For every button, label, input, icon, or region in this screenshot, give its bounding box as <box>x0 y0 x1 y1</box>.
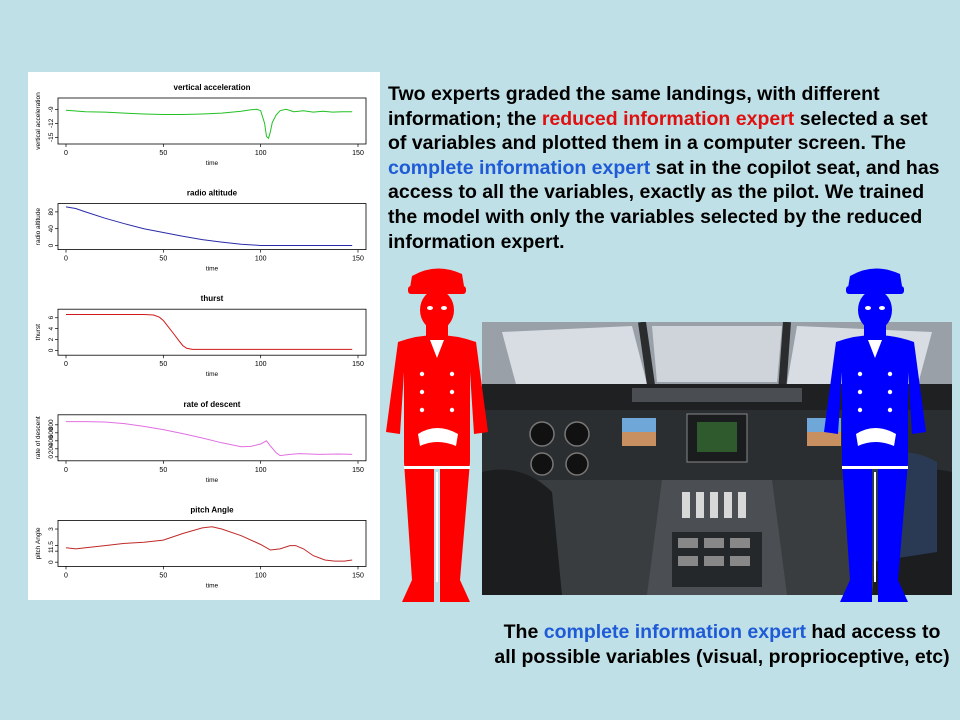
chart-3-xlabel: time <box>205 371 219 379</box>
chart-3-xtick-label: 150 <box>352 361 364 369</box>
chart-2-ytick-label: 40 <box>48 225 55 233</box>
chart-2-ytick-label: 80 <box>48 208 55 216</box>
chart-2-series-line <box>66 207 352 246</box>
chart-2-ylabel: radio altitude <box>35 207 42 246</box>
chart-3-ytick-label: 0 <box>48 348 55 353</box>
red-officer-figure <box>378 262 496 610</box>
chart-4-ytick-label: 600 <box>48 427 55 439</box>
chart-1-ytick-label: -9 <box>48 106 55 113</box>
chart-1-series-line <box>66 109 352 138</box>
chart-1-ylabel: vertical acceleration <box>35 92 42 150</box>
bottom-complete-expert-label: complete information expert <box>543 621 806 643</box>
chart-1-xtick-label: 50 <box>159 150 168 157</box>
chart-3-xtick-label: 0 <box>64 361 68 369</box>
chart-2-title: radio altitude <box>186 188 238 198</box>
charts-panel <box>28 72 380 600</box>
chart-4-ytick-label: 0 <box>48 454 55 459</box>
chart-2-xtick-label: 50 <box>159 255 168 263</box>
chart-4-xtick-label: 100 <box>254 466 267 474</box>
bottom-text-part1: The <box>503 621 544 643</box>
chart-4-series-line <box>66 422 352 456</box>
chart-4-title: rate of descent <box>183 399 241 409</box>
chart-5-ytick-label: 0 <box>48 560 55 565</box>
chart-4-ylabel: rate of descent <box>35 416 42 460</box>
chart-5-ytick-label: 3 <box>48 527 55 531</box>
chart-3-ylabel: thurst <box>35 324 42 341</box>
chart-1-xtick-label: 150 <box>352 150 364 157</box>
chart-5-xlabel: time <box>205 582 219 590</box>
chart-3-frame <box>58 309 366 355</box>
chart-2-xtick-label: 0 <box>64 255 68 263</box>
chart-4-xlabel: time <box>205 476 219 484</box>
chart-2-xtick-label: 100 <box>254 255 267 263</box>
top-text-part2: selected a set of variables and plotted them in a computer screen. The <box>388 107 928 155</box>
complete-expert-label: complete information expert <box>388 156 651 179</box>
chart-1-ytick-label: -15 <box>48 132 55 143</box>
chart-3-xtick-label: 100 <box>254 361 267 369</box>
chart-4-ytick-label: 800 <box>48 419 55 431</box>
chart-3-series-line <box>66 315 352 350</box>
chart-1-xtick-label: 0 <box>64 150 68 157</box>
chart-5-title: pitch Angle <box>190 505 234 515</box>
chart-1-ytick-label: -12 <box>48 118 55 129</box>
chart-5-ytick-label: 1.5 <box>48 541 55 551</box>
chart-1-xtick-label: 100 <box>254 150 267 157</box>
chart-5-xtick-label: 150 <box>352 572 364 580</box>
chart-3-ytick-label: 4 <box>48 326 55 331</box>
bottom-caption <box>492 620 952 669</box>
chart-2-xtick-label: 150 <box>352 255 364 263</box>
chart-5-xtick-label: 100 <box>254 572 267 580</box>
chart-5-series-line <box>66 527 352 561</box>
chart-3-ytick-label: 6 <box>48 315 55 320</box>
bottom-text-part2: had access to all possible variables (visual, proprioceptive, etc) <box>494 621 950 668</box>
chart-1-xlabel: time <box>205 160 219 167</box>
chart-5-ytick-label: 1 <box>48 549 55 553</box>
chart-5-xtick-label: 0 <box>64 572 68 580</box>
chart-3-ytick-label: 2 <box>48 337 55 342</box>
top-text-part3: sat in the copilot seat, and has access to all the variables, exactly as the pilot. We trained the model with only the variables selected by the reduced information expert. <box>388 156 940 253</box>
chart-2-frame <box>58 204 366 250</box>
reduced-expert-label: reduced information expert <box>541 107 795 130</box>
chart-2-ytick-label: 0 <box>48 243 55 248</box>
chart-4-xtick-label: 150 <box>352 466 364 474</box>
top-description <box>388 82 948 254</box>
chart-4-xtick-label: 0 <box>64 466 68 474</box>
chart-3-xtick-label: 50 <box>159 361 168 369</box>
chart-1-title: vertical acceleration <box>173 83 251 92</box>
chart-3-title: thurst <box>200 294 224 304</box>
chart-4-xtick-label: 50 <box>159 466 168 474</box>
chart-5-xtick-label: 50 <box>159 572 168 580</box>
blue-officer-figure <box>816 262 934 610</box>
chart-5-ylabel: pitch Angle <box>35 527 42 560</box>
chart-4-ytick-label: 400 <box>48 435 55 447</box>
chart-2-xlabel: time <box>205 265 219 273</box>
chart-1-frame <box>58 98 366 144</box>
top-text-part1: Two experts graded the same landings, with different information; the <box>388 83 880 130</box>
chart-4-ytick-label: 200 <box>48 443 55 455</box>
charts-svg <box>28 72 380 600</box>
